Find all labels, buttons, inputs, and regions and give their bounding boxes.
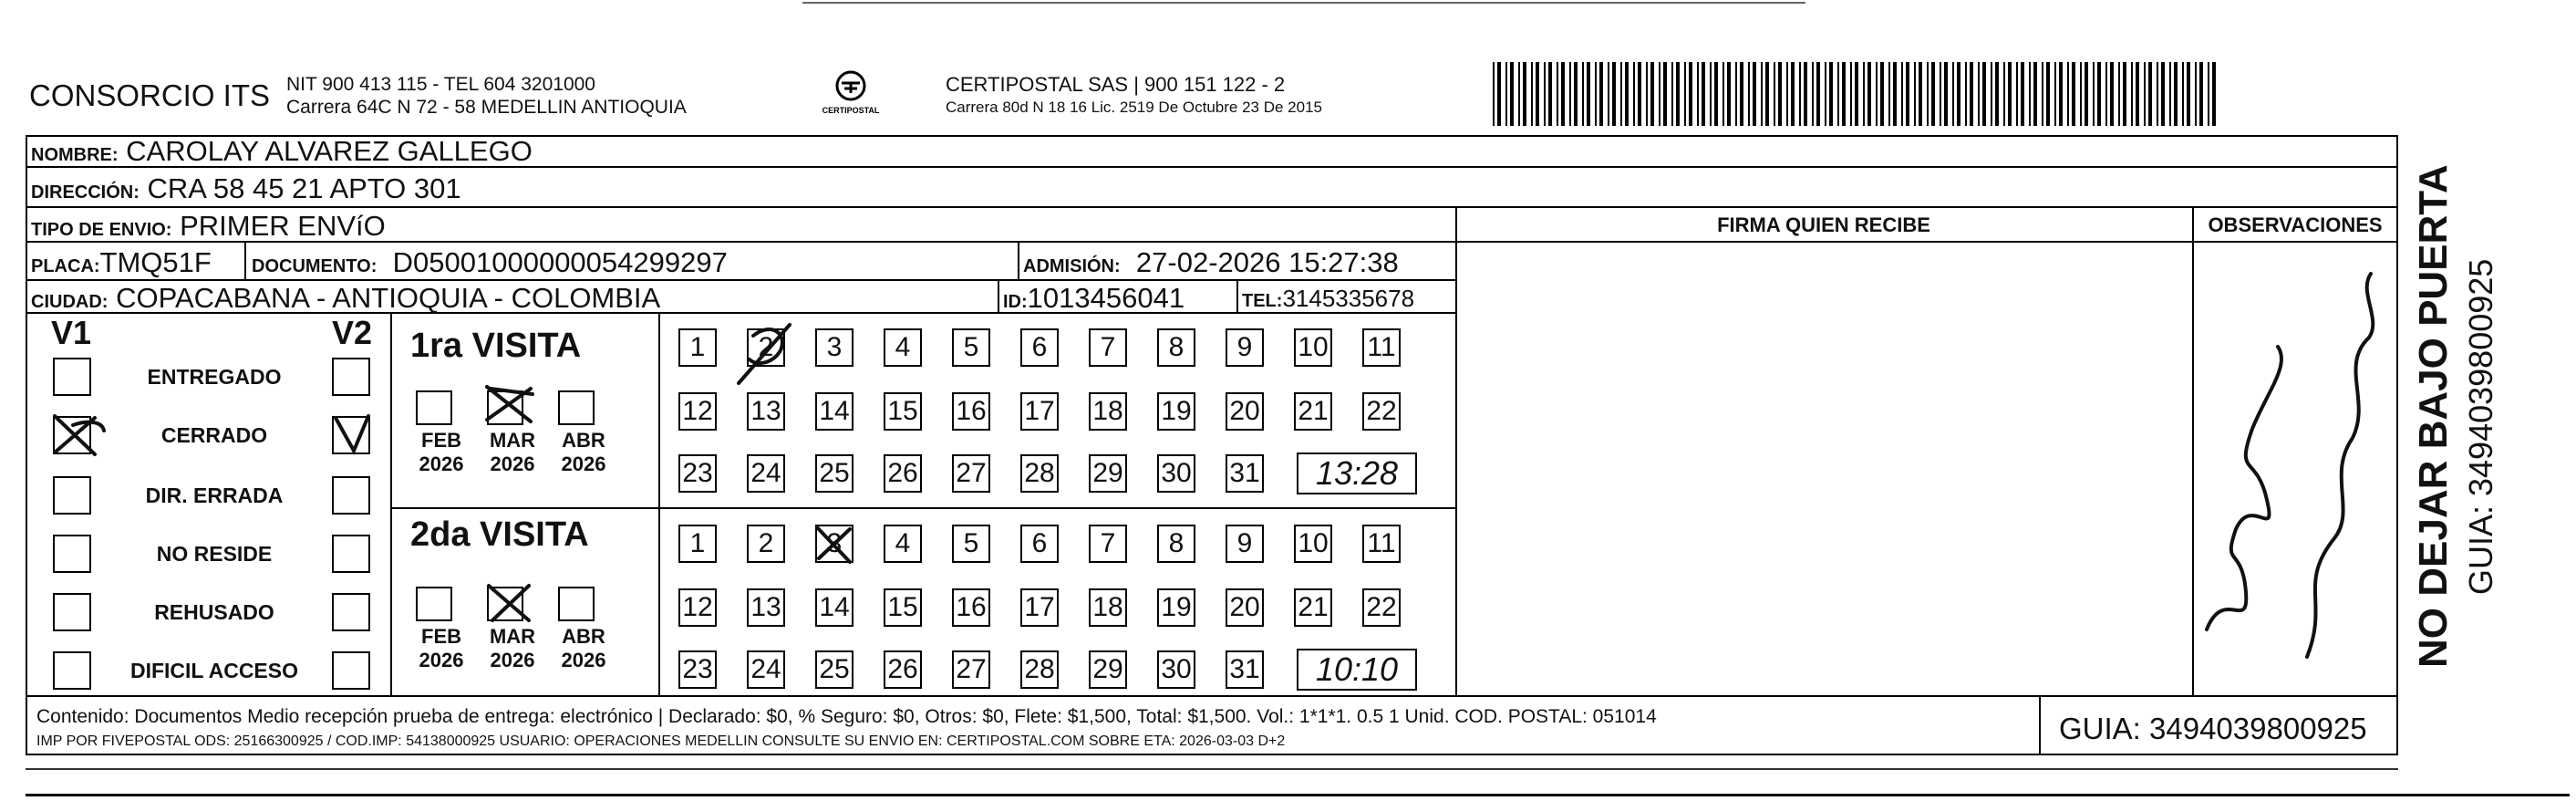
barcode-bar: [1510, 62, 1514, 126]
footer-guia: GUIA: 3494039800925: [2059, 712, 2367, 745]
barcode-bar: [1671, 62, 1673, 126]
barcode-bar: [1919, 62, 1922, 126]
barcode-bar: [1650, 62, 1654, 126]
month-checkbox[interactable]: [487, 587, 523, 621]
barcode-bar: [2157, 62, 2158, 126]
direccion-value: CRA 58 45 21 APTO 301: [147, 172, 461, 204]
day-box[interactable]: 2: [747, 328, 785, 367]
barcode-bar: [1702, 62, 1705, 126]
barcode-bar: [1523, 62, 1526, 126]
day-box[interactable]: 27: [952, 650, 990, 689]
barcode-bar: [1799, 62, 1801, 126]
company-nit: NIT 900 413 115 - TEL 604 3201000: [286, 74, 595, 95]
day-box[interactable]: 3: [815, 525, 853, 563]
barcode-bar: [2008, 62, 2012, 126]
month-label: ABR 2026: [561, 625, 606, 671]
barcode-bar: [2110, 62, 2114, 126]
certipostal-logo: [819, 68, 883, 120]
status-option-label: REHUSADO: [154, 600, 274, 624]
company-address: Carrera 64C N 72 - 58 MEDELLIN ANTIOQUIA: [286, 97, 687, 118]
barcode-bar: [1837, 62, 1839, 126]
day-box[interactable]: 10: [1294, 328, 1332, 367]
day-box[interactable]: 9: [1226, 525, 1264, 563]
v2-checkbox[interactable]: [332, 593, 370, 631]
day-box[interactable]: 14: [815, 588, 853, 627]
day-box[interactable]: 27: [952, 454, 990, 493]
barcode-bar: [1991, 62, 1992, 126]
footer-content: Contenido: Documentos Medio recepción prueba de entrega: electrónico | Declarado: $0, % Seguro: $0, Otros: $0, Flete: $1,500, Total: $1,500. Vol.: 1*1*1. 0.5 1 Unid. COD. POSTAL: 051014: [36, 706, 1657, 727]
day-box[interactable]: 25: [815, 454, 853, 493]
company-name: CONSORCIO ITS: [29, 78, 271, 112]
barcode-bar: [2097, 62, 2101, 126]
barcode-bar: [1536, 62, 1539, 126]
day-box[interactable]: 18: [1089, 588, 1127, 627]
day-box[interactable]: 31: [1226, 650, 1264, 689]
barcode-bar: [2169, 62, 2171, 126]
day-box[interactable]: 5: [952, 525, 990, 563]
barcode-bar: [1574, 62, 1578, 126]
admision-value: 27-02-2026 15:27:38: [1135, 246, 1399, 278]
barcode-bar: [1940, 62, 1941, 126]
ciudad-value: COPACABANA - ANTIOQUIA - COLOMBIA: [116, 282, 661, 314]
day-box[interactable]: 8: [1157, 525, 1195, 563]
barcode-bar: [1850, 62, 1852, 126]
day-box[interactable]: 30: [1157, 650, 1195, 689]
barcode-bar: [1995, 62, 1999, 126]
barcode-bar: [1493, 62, 1495, 126]
status-option-label: DIFICIL ACCESO: [129, 659, 298, 682]
company-info: [286, 73, 687, 119]
month-label: FEB 2026: [419, 429, 464, 475]
month-checkbox[interactable]: [416, 587, 452, 621]
day-box[interactable]: 29: [1089, 650, 1127, 689]
barcode: [1493, 62, 2222, 126]
day-box[interactable]: 23: [678, 454, 717, 493]
barcode-bar: [1659, 62, 1660, 126]
visit-time[interactable]: 10:10: [1297, 649, 1417, 691]
day-box[interactable]: 13: [747, 588, 785, 627]
barcode-bar: [2105, 62, 2107, 126]
day-box[interactable]: 2: [747, 525, 785, 563]
barcode-bar: [2042, 62, 2043, 126]
day-box[interactable]: 28: [1020, 650, 1059, 689]
barcode-bar: [1812, 62, 1814, 126]
no-dejar-bajo-puerta: NO DEJAR BAJO PUERTA: [2411, 164, 2456, 668]
carrier-name: CERTIPOSTAL SAS | 900 151 122 - 2: [946, 73, 1286, 96]
day-box[interactable]: 8: [1157, 328, 1195, 367]
barcode-bar: [1927, 62, 1929, 126]
barcode-bar: [1531, 62, 1533, 126]
day-box[interactable]: 19: [1157, 588, 1195, 627]
side-guia: GUIA: 3494039800925: [2462, 258, 2499, 595]
barcode-bar: [2195, 62, 2197, 126]
barcode-bar: [1791, 62, 1795, 126]
first-visit-title: 1ra VISITA: [410, 327, 582, 365]
day-box[interactable]: 28: [1020, 454, 1059, 493]
barcode-bar: [1582, 62, 1584, 126]
observaciones-header: OBSERVACIONES: [2208, 213, 2383, 236]
day-box[interactable]: 26: [884, 650, 922, 689]
row-tipo: TIPO DE ENVIO: PRIMER ENVíO: [26, 208, 1457, 243]
barcode-bar: [1714, 62, 1718, 126]
carrier-address: Carrera 80d N 18 16 Lic. 2519 De Octubre 23 De 2015: [946, 99, 1322, 116]
barcode-bar: [1765, 62, 1769, 126]
barcode-bar: [2131, 62, 2133, 126]
barcode-bar: [1505, 62, 1507, 126]
barcode-bar: [1774, 62, 1775, 126]
day-box[interactable]: 4: [884, 525, 922, 563]
v2-checkbox[interactable]: [332, 476, 370, 515]
barcode-bar: [2029, 62, 2031, 126]
day-box[interactable]: 17: [1020, 392, 1059, 431]
day-box[interactable]: 6: [1020, 328, 1059, 367]
barcode-bar: [1595, 62, 1597, 126]
barcode-bar: [1620, 62, 1622, 126]
barcode-bar: [1676, 62, 1680, 126]
month-label: FEB 2026: [419, 625, 464, 671]
day-box[interactable]: 16: [952, 588, 990, 627]
barcode-bar: [1625, 62, 1629, 126]
barcode-bar: [1638, 62, 1641, 126]
nombre-value: CAROLAY ALVAREZ GALLEGO: [126, 135, 533, 167]
month-label: ABR 2026: [561, 429, 606, 475]
day-box[interactable]: 20: [1226, 392, 1264, 431]
carrier-info: [946, 73, 1322, 119]
barcode-bar: [2046, 62, 2050, 126]
barcode-bar: [1978, 62, 1980, 126]
day-box[interactable]: 9: [1226, 328, 1264, 367]
day-box[interactable]: 12: [678, 392, 717, 431]
day-box[interactable]: 25: [815, 650, 853, 689]
barcode-bar: [1901, 62, 1903, 126]
barcode-bar: [2054, 62, 2056, 126]
barcode-bar: [2182, 62, 2184, 126]
barcode-bar: [2067, 62, 2069, 126]
firma-header: FIRMA QUIEN RECIBE: [1717, 213, 1930, 236]
day-box[interactable]: 24: [747, 650, 785, 689]
barcode-bar: [1748, 62, 1750, 126]
v1-checkbox[interactable]: [53, 535, 91, 573]
v2-checkbox[interactable]: [332, 358, 370, 396]
footer-print-info: IMP POR FIVEPOSTAL ODS: 25166300925 / COD.IMP: 54138000925 USUARIO: OPERACIONES MEDELLIN CONSULTE SU ENVIO EN: CERTIPOSTAL.COM SOBRE ETA: 2026-03-03 D+2: [36, 733, 1286, 749]
barcode-bar: [1880, 62, 1884, 126]
barcode-bar: [1723, 62, 1724, 126]
status-option-label: DIR. ERRADA: [145, 484, 284, 507]
v2-checkbox[interactable]: [332, 535, 370, 573]
month-checkbox[interactable]: [558, 587, 595, 621]
barcode-bar: [1957, 62, 1960, 126]
day-box[interactable]: 30: [1157, 454, 1195, 493]
barcode-bar: [1906, 62, 1909, 126]
v1-checkbox[interactable]: [53, 416, 91, 454]
barcode-bar: [2072, 62, 2075, 126]
barcode-bar: [2016, 62, 2018, 126]
barcode-bar: [2123, 62, 2126, 126]
month-label: MAR 2026: [489, 625, 536, 671]
barcode-bar: [1753, 62, 1756, 126]
month-checkbox[interactable]: [416, 390, 452, 425]
barcode-bar: [1599, 62, 1603, 126]
day-box[interactable]: 12: [678, 588, 717, 627]
barcode-bar: [2161, 62, 2165, 126]
barcode-bar: [1842, 62, 1846, 126]
barcode-bar: [1786, 62, 1788, 126]
visit-time[interactable]: 13:28: [1297, 453, 1417, 494]
barcode-bar: [1804, 62, 1807, 126]
documento-value: D05001000000054299297: [392, 246, 728, 278]
barcode-bar: [2033, 62, 2037, 126]
barcode-bar: [2212, 62, 2216, 126]
day-box[interactable]: 19: [1157, 392, 1195, 431]
barcode-bar: [2174, 62, 2178, 126]
v2-label: V2: [332, 314, 373, 351]
row-ciudad: CIUDAD: COPACABANA - ANTIOQUIA - COLOMBIA ID:1013456041 TEL:3145335678: [26, 281, 1457, 314]
barcode-bar: [1646, 62, 1648, 126]
day-box[interactable]: 7: [1089, 525, 1127, 563]
barcode-bar: [1761, 62, 1763, 126]
barcode-bar: [1965, 62, 1967, 126]
day-box[interactable]: 7: [1089, 328, 1127, 367]
barcode-bar: [1561, 62, 1565, 126]
barcode-bar: [1663, 62, 1667, 126]
barcode-bar: [1778, 62, 1782, 126]
day-box[interactable]: 15: [884, 588, 922, 627]
row-direccion: DIRECCIÓN: CRA 58 45 21 APTO 301: [26, 168, 2398, 208]
barcode-bar: [1710, 62, 1712, 126]
day-box[interactable]: 5: [952, 328, 990, 367]
barcode-bar: [1633, 62, 1635, 126]
barcode-bar: [1557, 62, 1558, 126]
v2-checkbox[interactable]: [332, 651, 370, 690]
barcode-bar: [2144, 62, 2146, 126]
day-box[interactable]: 10: [1294, 525, 1332, 563]
v1-checkbox[interactable]: [53, 593, 91, 631]
barcode-bar: [2199, 62, 2203, 126]
v1-checkbox[interactable]: [53, 476, 91, 515]
barcode-bar: [2080, 62, 2082, 126]
month-checkbox[interactable]: [487, 390, 523, 425]
status-option-label: ENTREGADO: [147, 365, 282, 389]
tipo-value: PRIMER ENVíO: [180, 210, 386, 242]
barcode-bar: [2059, 62, 2063, 126]
row-nombre: NOMBRE: CAROLAY ALVAREZ GALLEGO: [26, 135, 2398, 168]
day-box[interactable]: 22: [1362, 588, 1401, 627]
status-option-label: NO RESIDE: [156, 542, 273, 566]
day-box[interactable]: 4: [884, 328, 922, 367]
day-box[interactable]: 3: [815, 328, 853, 367]
barcode-bar: [1893, 62, 1897, 126]
day-box[interactable]: 11: [1362, 328, 1401, 367]
tel-value: 3145335678: [1282, 285, 1415, 312]
day-box[interactable]: 20: [1226, 588, 1264, 627]
status-option-label: CERRADO: [160, 423, 268, 447]
day-box[interactable]: 31: [1226, 454, 1264, 493]
barcode-bar: [1608, 62, 1609, 126]
day-box[interactable]: 21: [1294, 392, 1332, 431]
barcode-bar: [1497, 62, 1501, 126]
barcode-bar: [1931, 62, 1935, 126]
barcode-bar: [1569, 62, 1571, 126]
barcode-bar: [1587, 62, 1590, 126]
barcode-bar: [2136, 62, 2139, 126]
barcode-bar: [1689, 62, 1692, 126]
barcode-bar: [1727, 62, 1731, 126]
barcode-bar: [2208, 62, 2209, 126]
barcode-bar: [1816, 62, 1820, 126]
barcode-bar: [2085, 62, 2088, 126]
month-checkbox[interactable]: [558, 390, 595, 425]
barcode-bar: [1982, 62, 1986, 126]
day-box[interactable]: 16: [952, 392, 990, 431]
placa-value: TMQ51F: [99, 246, 212, 278]
barcode-bar: [1944, 62, 1948, 126]
barcode-bar: [1697, 62, 1699, 126]
row-placa: PLACA:TMQ51F DOCUMENTO: D05001000000054299297 ADMISIÓN: 27-02-2026 15:27:38: [26, 243, 1457, 281]
barcode-bar: [1684, 62, 1686, 126]
barcode-bar: [2118, 62, 2120, 126]
day-box[interactable]: 24: [747, 454, 785, 493]
month-label: MAR 2026: [489, 429, 536, 475]
barcode-bar: [1888, 62, 1890, 126]
barcode-bar: [2003, 62, 2005, 126]
barcode-bar: [1952, 62, 1954, 126]
day-box[interactable]: 26: [884, 454, 922, 493]
barcode-bar: [1612, 62, 1616, 126]
day-box[interactable]: 15: [884, 392, 922, 431]
barcode-bar: [1740, 62, 1743, 126]
day-box[interactable]: 17: [1020, 588, 1059, 627]
day-box[interactable]: 22: [1362, 392, 1401, 431]
day-box[interactable]: 11: [1362, 525, 1401, 563]
barcode-bar: [1735, 62, 1737, 126]
v1-checkbox[interactable]: [53, 651, 91, 690]
day-box[interactable]: 23: [678, 650, 717, 689]
barcode-bar: [2021, 62, 2024, 126]
barcode-bar: [1855, 62, 1858, 126]
barcode-bar: [2148, 62, 2152, 126]
v2-checkbox[interactable]: [332, 416, 370, 454]
day-box[interactable]: 1: [678, 525, 717, 563]
id-value: 1013456041: [1027, 282, 1185, 314]
barcode-bar: [1518, 62, 1520, 126]
barcode-bar: [2093, 62, 2095, 126]
barcode-bar: [1914, 62, 1916, 126]
day-box[interactable]: 14: [815, 392, 853, 431]
logo-text: CERTIPOSTAL: [822, 106, 880, 115]
day-box[interactable]: 13: [747, 392, 785, 431]
day-box[interactable]: 21: [1294, 588, 1332, 627]
v1-checkbox[interactable]: [53, 358, 91, 396]
day-box[interactable]: 1: [678, 328, 717, 367]
day-box[interactable]: 29: [1089, 454, 1127, 493]
barcode-bar: [1970, 62, 1973, 126]
day-box[interactable]: 18: [1089, 392, 1127, 431]
barcode-bar: [1867, 62, 1871, 126]
barcode-bar: [1863, 62, 1865, 126]
second-visit-title: 2da VISITA: [410, 515, 589, 554]
barcode-bar: [1548, 62, 1552, 126]
top-rule: [802, 2, 1805, 4]
barcode-bar: [2187, 62, 2190, 126]
barcode-bar: [1829, 62, 1833, 126]
v1-label: V1: [51, 314, 92, 351]
barcode-bar: [1825, 62, 1826, 126]
day-box[interactable]: 6: [1020, 525, 1059, 563]
barcode-bar: [1876, 62, 1878, 126]
barcode-bar: [1544, 62, 1546, 126]
